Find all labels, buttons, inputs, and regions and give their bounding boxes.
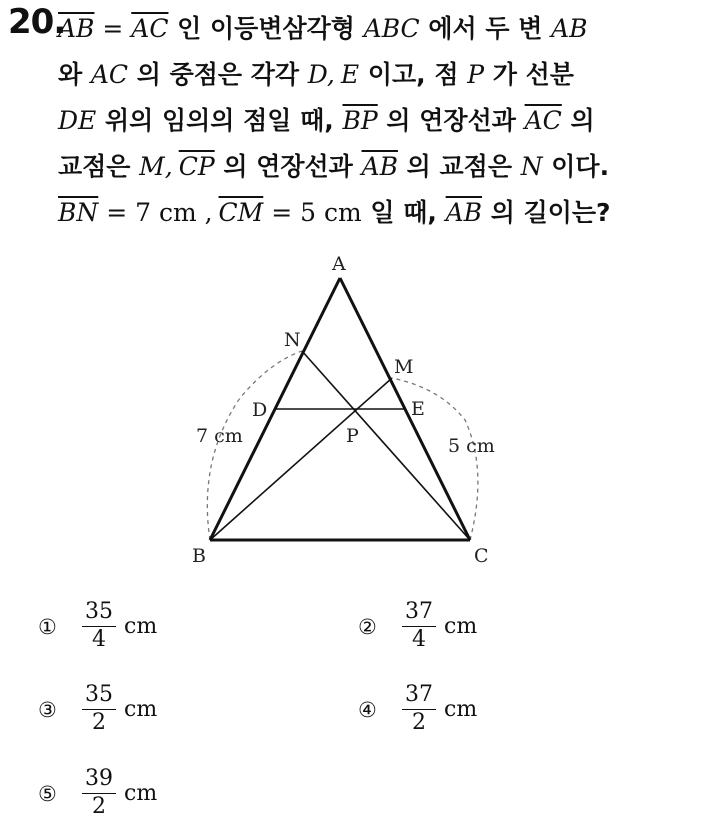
stem-text: 이고, 점 bbox=[359, 60, 468, 89]
numerator: 35 bbox=[82, 600, 116, 627]
stem-text: 가 선분 bbox=[484, 60, 574, 89]
stem-line-4 bbox=[58, 144, 708, 190]
stem-text: 인 이등변삼각형 bbox=[168, 14, 364, 43]
side-ac: AC bbox=[90, 60, 129, 89]
bn-length-label: 7 cm bbox=[196, 425, 243, 447]
label-m: M bbox=[394, 356, 414, 378]
unit: cm bbox=[124, 697, 158, 722]
stem-line-2 bbox=[58, 52, 708, 98]
unit: cm bbox=[444, 697, 478, 722]
stem-line-3 bbox=[58, 98, 708, 144]
label-a: A bbox=[332, 253, 346, 275]
side-ab: AB bbox=[551, 14, 588, 43]
bn-value: = 7 cm , bbox=[98, 198, 213, 227]
choice-5[interactable] bbox=[38, 767, 157, 820]
label-b: B bbox=[192, 545, 206, 567]
segment-cm: $\overline{CM}$ bbox=[218, 198, 264, 227]
numerator: 37 bbox=[402, 600, 436, 627]
unit: cm bbox=[124, 781, 158, 806]
stem-text: 일 때, bbox=[361, 198, 446, 227]
segment-ab: $\overline{AB}$ bbox=[361, 152, 398, 181]
label-d: D bbox=[252, 399, 268, 421]
label-n: N bbox=[284, 329, 301, 351]
label-c: C bbox=[474, 545, 489, 567]
choice-number: ⑤ bbox=[38, 781, 57, 806]
fraction bbox=[82, 600, 116, 653]
segment-cp: $\overline{CP}$ bbox=[178, 152, 215, 181]
cm-value: = 5 cm bbox=[263, 198, 362, 227]
question-number: 20. bbox=[8, 2, 66, 42]
denominator: 2 bbox=[92, 710, 106, 735]
point-n: N bbox=[520, 152, 543, 181]
stem-text: 의 연장선과 bbox=[377, 106, 525, 135]
stem-text: 교점은 bbox=[58, 152, 140, 181]
stem-text: 에서 두 변 bbox=[419, 14, 552, 43]
numerator: 39 bbox=[82, 767, 116, 794]
choice-4[interactable] bbox=[358, 683, 477, 736]
numerator: 37 bbox=[402, 683, 436, 710]
point-d: D, bbox=[307, 60, 335, 89]
stem-text: 와 bbox=[58, 60, 91, 89]
choice-3[interactable] bbox=[38, 683, 157, 736]
point-e: E bbox=[340, 60, 360, 89]
label-e: E bbox=[411, 398, 425, 420]
segment-bp: $\overline{BP}$ bbox=[342, 106, 378, 135]
denominator: 4 bbox=[412, 627, 426, 652]
fraction bbox=[402, 683, 436, 736]
numerator: 35 bbox=[82, 683, 116, 710]
label-p: P bbox=[346, 425, 359, 447]
stem-text: 의 중점은 각각 bbox=[128, 60, 308, 89]
cm-arc bbox=[392, 378, 478, 540]
stem-text: 의 교점은 bbox=[397, 152, 521, 181]
segment-ab: $\overline{AB}$ bbox=[445, 198, 483, 227]
stem-text: 의 연장선과 bbox=[214, 152, 362, 181]
point-m: M, bbox=[139, 152, 173, 181]
point-p: P bbox=[467, 60, 485, 89]
triangle-figure bbox=[180, 250, 520, 580]
stem-text: 의 bbox=[561, 106, 595, 135]
segment-ab: $\overline{AB}$ bbox=[58, 14, 95, 43]
segment-ac: $\overline{AC}$ bbox=[524, 106, 562, 135]
choice-number: ① bbox=[38, 614, 57, 639]
stem-line-5 bbox=[58, 190, 708, 236]
segment-bm-line bbox=[210, 378, 392, 540]
choice-number: ② bbox=[358, 614, 377, 639]
fraction bbox=[402, 600, 436, 653]
choice-2[interactable] bbox=[358, 600, 477, 653]
segment-cn-line bbox=[302, 351, 470, 540]
triangle-abc: ABC bbox=[363, 14, 420, 43]
stem-text: 의 길이는? bbox=[482, 198, 611, 227]
unit: cm bbox=[124, 614, 158, 639]
question-stem bbox=[58, 6, 708, 236]
fraction bbox=[82, 767, 116, 820]
denominator: 4 bbox=[92, 627, 106, 652]
denominator: 2 bbox=[92, 794, 106, 819]
choice-number: ④ bbox=[358, 697, 377, 722]
fraction bbox=[82, 683, 116, 736]
segment-de: DE bbox=[58, 106, 97, 135]
segment-ac: $\overline{AC}$ bbox=[131, 14, 169, 43]
choice-number: ③ bbox=[38, 697, 57, 722]
choice-1[interactable] bbox=[38, 600, 157, 653]
equals-sign: = bbox=[94, 14, 132, 43]
cm-length-label: 5 cm bbox=[448, 435, 495, 457]
segment-bn: $\overline{BN}$ bbox=[58, 198, 99, 227]
stem-text: 이다. bbox=[542, 152, 610, 181]
stem-text: 위의 임의의 점일 때, bbox=[96, 106, 343, 135]
denominator: 2 bbox=[412, 710, 426, 735]
unit: cm bbox=[444, 614, 478, 639]
stem-line-1 bbox=[58, 6, 708, 52]
